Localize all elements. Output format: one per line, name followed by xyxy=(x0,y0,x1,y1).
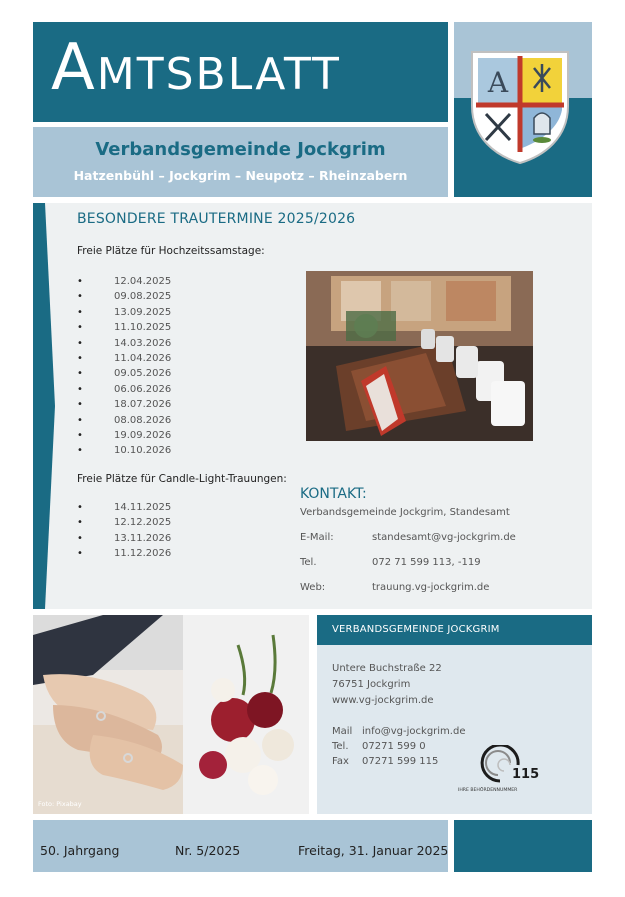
list-item: • 10.10.2026 xyxy=(77,443,171,458)
fax-value: 07271 599 115 xyxy=(362,756,439,767)
masthead-title-box xyxy=(33,22,448,122)
list-item: • 12.12.2025 xyxy=(77,515,171,530)
contact-email-label: E-Mail: xyxy=(300,532,334,543)
wedding-hands-photo xyxy=(33,615,309,814)
address-street: Untere Buchstraße 22 xyxy=(332,663,442,674)
contact-title: KONTAKT: xyxy=(300,486,367,502)
masthead-subtitle: Verbandsgemeinde Jockgrim xyxy=(95,139,386,160)
mail-label: Mail xyxy=(332,726,353,737)
list-item: • 13.11.2026 xyxy=(77,531,171,546)
address-website-link[interactable]: www.vg-jockgrim.de xyxy=(332,695,434,706)
footer-jahrgang: 50. Jahrgang xyxy=(40,843,120,858)
list-item: • 12.04.2025 xyxy=(77,274,171,289)
footer-accent xyxy=(454,820,592,872)
fax-label: Fax xyxy=(332,756,349,767)
list-item: • 09.05.2026 xyxy=(77,366,171,381)
wedding-room-photo xyxy=(306,271,533,441)
list-item: • 14.11.2025 xyxy=(77,500,171,515)
coat-of-arms-icon xyxy=(468,48,572,166)
mail-link[interactable]: info@vg-jockgrim.de xyxy=(362,726,466,737)
contact-org: Verbandsgemeinde Jockgrim, Standesamt xyxy=(300,507,510,518)
masthead-title-rest: MTSBLATT xyxy=(96,49,341,100)
candle-label: Freie Plätze für Candle-Light-Trauungen: xyxy=(77,473,287,485)
footer-date: Freitag, 31. Januar 2025 xyxy=(298,843,449,858)
list-item: • 08.08.2026 xyxy=(77,413,171,428)
accent-stripe-notch xyxy=(45,203,55,609)
vg-info-header xyxy=(317,615,592,645)
contact-tel: 072 71 599 113, -119 xyxy=(372,557,481,568)
masthead-subtitle-box xyxy=(33,127,448,197)
list-item: • 19.09.2026 xyxy=(77,428,171,443)
masthead-title xyxy=(51,31,341,105)
behoerdennummer-115-logo xyxy=(456,745,548,793)
svg-text:A: A xyxy=(487,66,509,99)
contact-tel-label: Tel. xyxy=(300,557,317,568)
list-item: • 13.09.2025 xyxy=(77,305,171,320)
badge-number: 115 xyxy=(512,767,540,782)
photo-caption: Foto: Pixabay xyxy=(38,800,82,808)
saturday-dates-list xyxy=(77,274,171,459)
saturdays-label: Freie Plätze für Hochzeitssamstage: xyxy=(77,245,265,257)
section-title: BESONDERE TRAUTERMINE 2025/2026 xyxy=(77,211,356,227)
list-item: • 11.12.2026 xyxy=(77,546,171,561)
address-city: 76751 Jockgrim xyxy=(332,679,411,690)
contact-web-label: Web: xyxy=(300,582,326,593)
badge-text: IHRE BEHÖRDENNUMMER xyxy=(458,788,518,793)
accent-stripe xyxy=(33,203,45,609)
list-item: • 11.10.2025 xyxy=(77,320,171,335)
candle-dates-list xyxy=(77,500,171,562)
list-item: • 18.07.2026 xyxy=(77,397,171,412)
list-item: • 14.03.2026 xyxy=(77,336,171,351)
masthead-title-initial: A xyxy=(51,31,97,105)
masthead-places: Hatzenbühl – Jockgrim – Neupotz – Rheinzabern xyxy=(73,168,408,183)
footer-issue-number: Nr. 5/2025 xyxy=(175,843,241,858)
tel-value: 07271 599 0 xyxy=(362,741,426,752)
list-item: • 11.04.2026 xyxy=(77,351,171,366)
contact-email-link[interactable]: standesamt@vg-jockgrim.de xyxy=(372,532,516,543)
contact-web-link[interactable]: trauung.vg-jockgrim.de xyxy=(372,582,490,593)
vg-info-heading: VERBANDSGEMEINDE JOCKGRIM xyxy=(332,624,500,635)
list-item: • 06.06.2026 xyxy=(77,382,171,397)
tel-label: Tel. xyxy=(332,741,349,752)
list-item: • 09.08.2025 xyxy=(77,289,171,304)
